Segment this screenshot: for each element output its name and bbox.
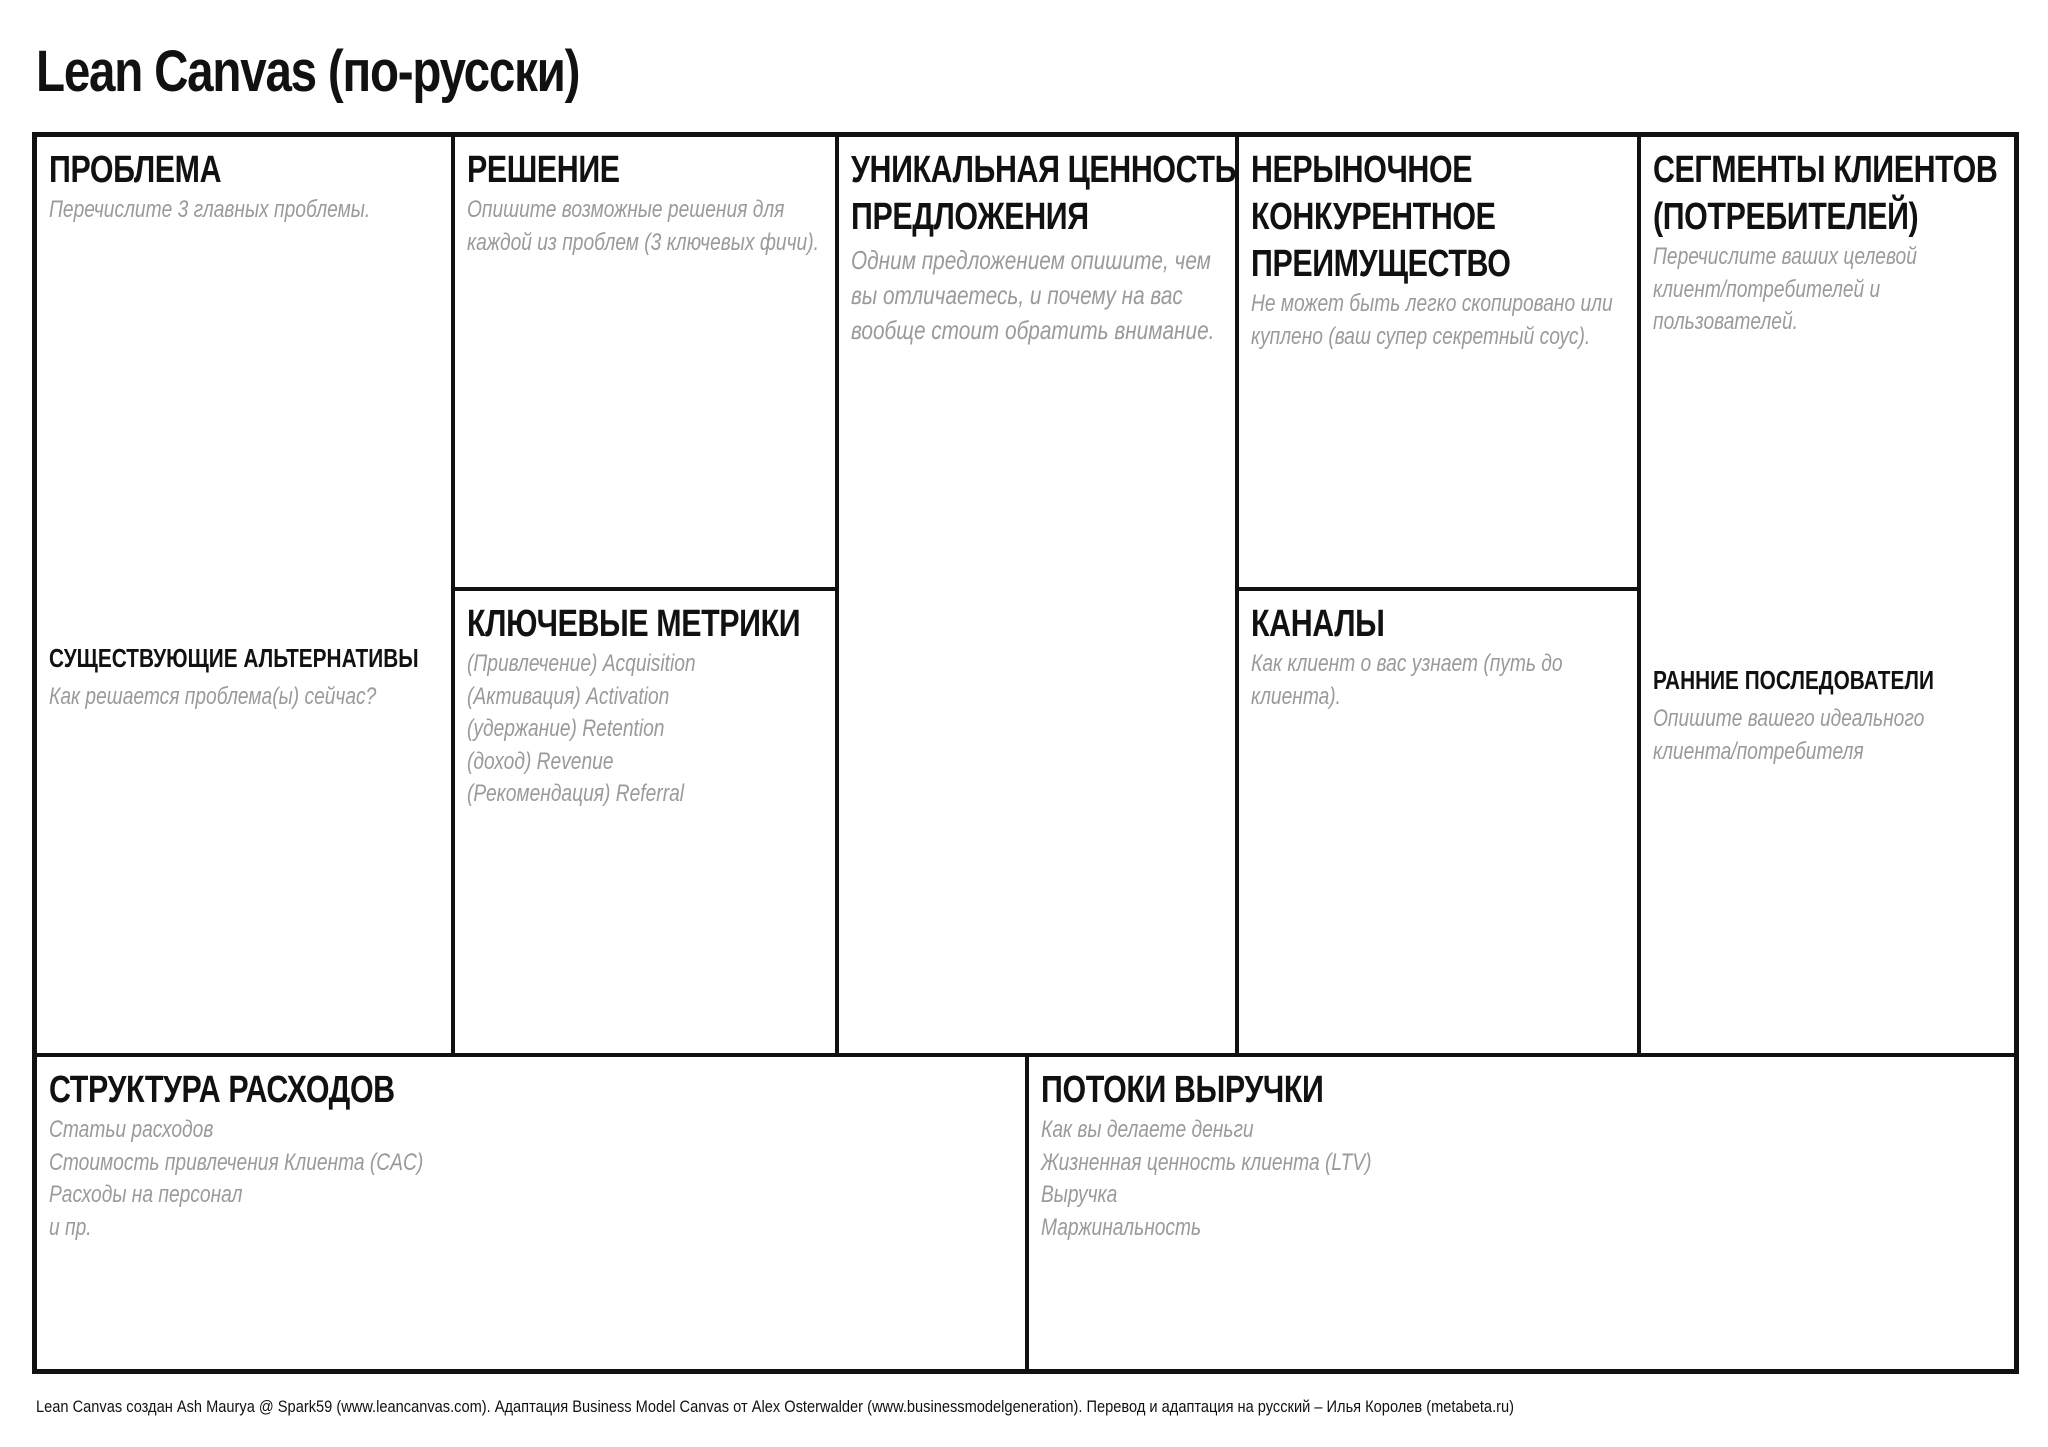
problem-box[interactable] bbox=[37, 137, 451, 1053]
cost-structure-hint-line: и пр. bbox=[49, 1213, 92, 1241]
problem-hint: Перечислите 3 главных проблемы. bbox=[49, 196, 371, 223]
key-metrics-heading: КЛЮЧЕВЫЕ МЕТРИКИ bbox=[467, 603, 801, 645]
key-metrics-hint-line: (Рекомендация) Referral bbox=[467, 780, 685, 807]
unfair-advantage-heading-line: КОНКУРЕНТНОЕ bbox=[1251, 196, 1496, 238]
early-adopters-hint bbox=[1653, 703, 1924, 768]
alternatives-hint: Как решается проблема(ы) сейчас? bbox=[49, 683, 377, 710]
channels-hint-line: клиента). bbox=[1251, 682, 1341, 710]
solution-heading: РЕШЕНИЕ bbox=[467, 149, 620, 191]
unfair-advantage-heading-line: ПРЕИМУЩЕСТВО bbox=[1251, 243, 1511, 285]
key-metrics-hint-line: (Привлечение) Acquisition bbox=[467, 650, 696, 677]
customer-segments-heading bbox=[1653, 147, 1998, 241]
early-adopters-hint-line: Опишите вашего идеального bbox=[1653, 705, 1925, 732]
uvp-hint-line: Одним предложением опишите, чем bbox=[851, 245, 1211, 275]
uvp-box[interactable] bbox=[835, 137, 1235, 1053]
cost-structure-hint-line: Статьи расходов bbox=[49, 1116, 214, 1143]
cost-structure-hint-line: Расходы на персонал bbox=[49, 1181, 243, 1208]
customer-segments-hint bbox=[1653, 241, 1942, 339]
lean-canvas-grid bbox=[32, 132, 2019, 1374]
cost-structure-heading: СТРУКТУРА РАСХОДОВ bbox=[49, 1069, 395, 1111]
uvp-heading-line: УНИКАЛЬНАЯ ЦЕННОСТЬ bbox=[851, 149, 1237, 191]
cost-structure-box[interactable] bbox=[37, 1053, 1025, 1369]
uvp-heading bbox=[851, 147, 1237, 241]
early-adopters-hint-line: клиента/потребителя bbox=[1653, 737, 1864, 765]
customer-segments-heading-line: СЕГМЕНТЫ КЛИЕНТОВ bbox=[1653, 149, 1998, 191]
cost-structure-hint bbox=[49, 1114, 830, 1244]
page-title: Lean Canvas (по-русски) bbox=[36, 39, 580, 104]
uvp-hint bbox=[851, 243, 1215, 348]
unfair-advantage-hint-line: куплено (ваш супер секретный соус). bbox=[1251, 322, 1591, 350]
channels-hint-line: Как клиент о вас узнает (путь до bbox=[1251, 650, 1563, 677]
channels-heading: КАНАЛЫ bbox=[1251, 603, 1385, 645]
uvp-hint-line: вообще стоит обратить внимание. bbox=[851, 315, 1215, 345]
revenue-streams-box[interactable] bbox=[1025, 1053, 2014, 1369]
unfair-advantage-box[interactable] bbox=[1235, 137, 1637, 587]
revenue-streams-hint bbox=[1041, 1114, 1819, 1244]
footer-credits: Lean Canvas создан Ash Maurya @ Spark59 (www.leancanvas.com). Адаптация Business Model Canvas от Alex Osterwalder (www.businessmodelgeneration). Перевод и адаптация на русский – Илья Королев (metabeta.ru) bbox=[36, 1397, 1515, 1416]
unfair-advantage-hint bbox=[1251, 288, 1613, 353]
revenue-streams-hint-line: Жизненная ценность клиента (LTV) bbox=[1041, 1148, 1372, 1176]
revenue-streams-hint-line: Как вы делаете деньги bbox=[1041, 1116, 1254, 1143]
key-metrics-hint-line: (доход) Revenue bbox=[467, 747, 614, 775]
channels-box[interactable] bbox=[1235, 587, 1637, 1053]
uvp-heading-line: ПРЕДЛОЖЕНИЯ bbox=[851, 196, 1089, 238]
solution-hint-line: каждой из проблем (3 ключевых фичи). bbox=[467, 228, 819, 256]
cost-structure-hint-line: Стоимость привлечения Клиента (CAC) bbox=[49, 1148, 424, 1176]
key-metrics-hint-line: (удержание) Retention bbox=[467, 715, 665, 742]
solution-hint bbox=[467, 194, 819, 259]
early-adopters-heading: РАННИЕ ПОСЛЕДОВАТЕЛИ bbox=[1653, 665, 1934, 695]
problem-heading: ПРОБЛЕМА bbox=[49, 149, 222, 191]
channels-hint bbox=[1251, 648, 1563, 713]
unfair-advantage-heading bbox=[1251, 147, 1560, 288]
customer-segments-heading-line: (ПОТРЕБИТЕЛЕЙ) bbox=[1653, 196, 1919, 238]
key-metrics-hint-line: (Активация) Activation bbox=[467, 682, 670, 710]
customer-segments-hint-line: пользователей. bbox=[1653, 308, 1798, 335]
revenue-streams-hint-line: Выручка bbox=[1041, 1181, 1118, 1208]
solution-box[interactable] bbox=[451, 137, 835, 587]
customer-segments-hint-line: Перечислите ваших целевой bbox=[1653, 243, 1917, 270]
alternatives-heading: СУЩЕСТВУЮЩИЕ АЛЬТЕРНАТИВЫ bbox=[49, 643, 419, 673]
uvp-hint-line: вы отличаетесь, и почему на вас bbox=[851, 280, 1183, 310]
revenue-streams-heading: ПОТОКИ ВЫРУЧКИ bbox=[1041, 1069, 1324, 1111]
revenue-streams-hint-line: Маржинальность bbox=[1041, 1213, 1202, 1241]
key-metrics-hint bbox=[467, 648, 761, 811]
unfair-advantage-heading-line: НЕРЫНОЧНОЕ bbox=[1251, 149, 1473, 191]
customer-segments-hint-line: клиент/потребителей и bbox=[1653, 275, 1881, 303]
key-metrics-box[interactable] bbox=[451, 587, 835, 1053]
solution-hint-line: Опишите возможные решения для bbox=[467, 196, 785, 223]
unfair-advantage-hint-line: Не может быть легко скопировано или bbox=[1251, 290, 1613, 317]
customer-segments-box[interactable] bbox=[1637, 137, 2014, 1053]
